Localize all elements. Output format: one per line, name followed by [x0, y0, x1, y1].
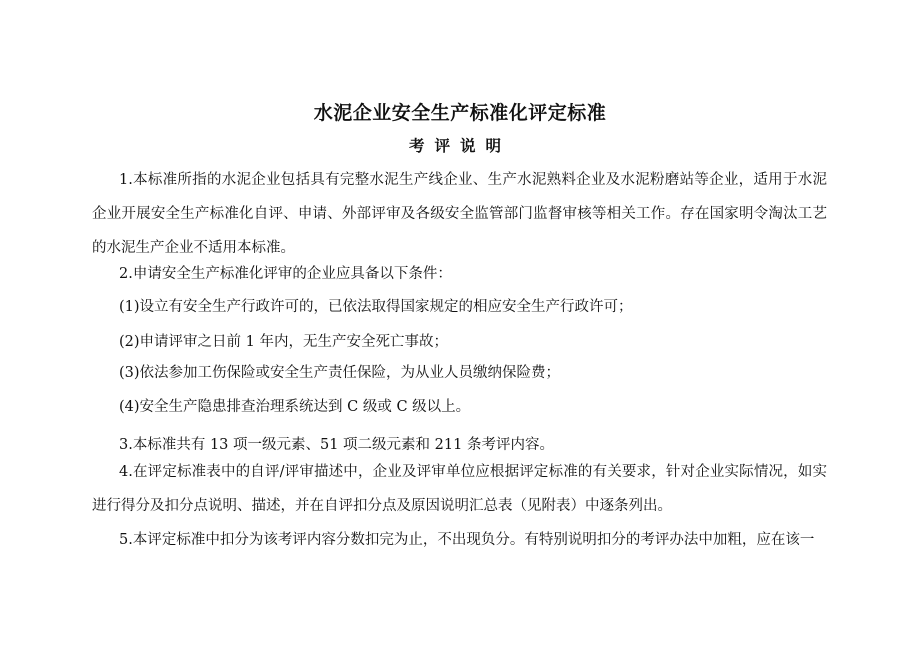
condition-item-4: (4)安全生产隐患排查治理系统达到 C 级或 C 级以上。 — [119, 399, 471, 415]
paragraph-scope-text: 1.本标准所指的水泥企业包括具有完整水泥生产线企业、生产水泥熟料企业及水泥粉磨站等企业，适用于水泥企业开展安全生产标准化自评、申请、外部评审及各级安全监管部门监督审核等相关工作。存在国家明令淘汰工艺的水泥生产企业不适用本标准。 — [92, 172, 827, 256]
paragraph-elements-count-text: 3.本标准共有 13 项一级元素、51 项二级元素和 211 条考评内容。 — [119, 437, 554, 453]
paragraph-scope — [92, 163, 827, 265]
document-title: 水泥企业安全生产标准化评定标准 — [313, 102, 607, 124]
condition-item-2: (2)申请评审之日前 1 年内，无生产安全死亡事故； — [119, 334, 448, 350]
paragraph-deduction-rules — [92, 523, 827, 557]
paragraph-self-evaluation-text: 4.在评定标准表中的自评/评审描述中，企业及评审单位应根据评定标准的有关要求，针对企业实际情况，如实进行得分及扣分点说明、描述，并在自评扣分点及原因说明汇总表（见附表）中逐条列出。 — [92, 464, 827, 514]
section-subtitle: 考评说明 — [408, 136, 511, 155]
paragraph-conditions — [92, 257, 827, 291]
condition-item-1: (1)设立有安全生产行政许可的，已依法取得国家规定的相应安全生产行政许可； — [119, 299, 633, 315]
paragraph-self-evaluation — [92, 455, 827, 523]
condition-item-3: (3)依法参加工伤保险或安全生产责任保险，为从业人员缴纳保险费； — [119, 365, 561, 381]
paragraph-conditions-text: 2.申请安全生产标准化评审的企业应具备以下条件： — [119, 266, 452, 282]
paragraph-deduction-rules-text: 5.本评定标准中扣分为该考评内容分数扣完为止，不出现负分。有特别说明扣分的考评办法中加粗，应在该一 — [119, 532, 815, 548]
